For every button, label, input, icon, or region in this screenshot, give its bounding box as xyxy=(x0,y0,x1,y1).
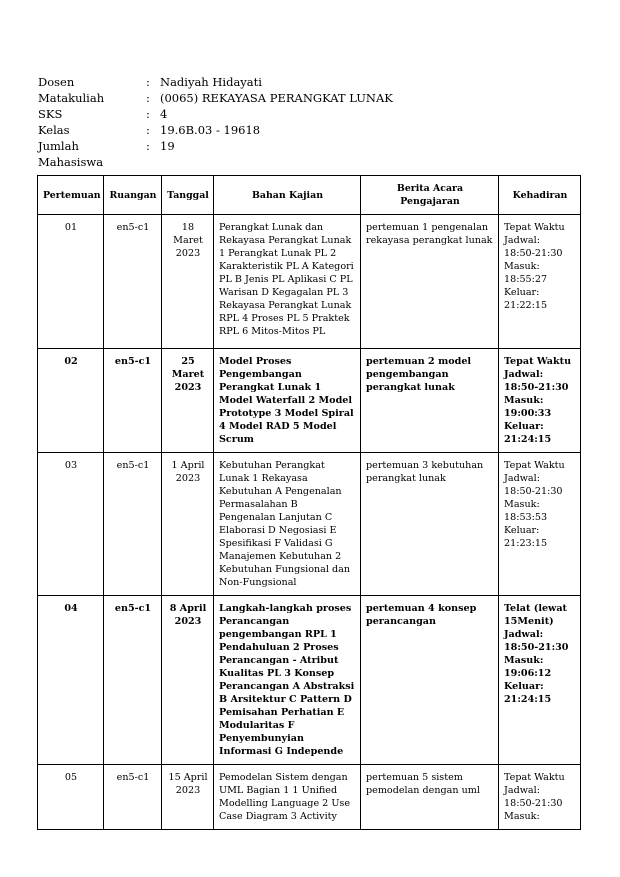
info-colon: : xyxy=(146,91,150,105)
table-header-row xyxy=(38,176,581,215)
cell-berita-acara: pertemuan 4 konsep perancangan xyxy=(361,596,499,765)
info-label: Jumlah Mahasiswa xyxy=(38,139,104,169)
info-row-matakuliah xyxy=(38,90,393,106)
cell-bahan-kajian: Langkah-langkah proses Perancangan pengembangan RPL 1 Pendahuluan 2 Proses Perancangan - Atribut Kualitas PL 3 Konsep Perancangan A Abstraksi B Arsitektur C Pattern D Pemisahan Perhatian E Modularitas F Penyembunyian Informasi G Independe xyxy=(214,596,361,765)
cell-tanggal: 15 April 2023 xyxy=(162,765,214,830)
cell-berita-acara: pertemuan 1 pengenalan rekayasa perangkat lunak xyxy=(361,215,499,349)
cell-kehadiran: Tepat Waktu Jadwal: 18:50-21:30 Masuk: 18:53:53 Keluar: 21:23:15 xyxy=(499,453,581,596)
cell-pertemuan: 03 xyxy=(38,453,104,596)
attendance-table xyxy=(37,175,581,830)
course-info xyxy=(38,74,393,170)
col-header-bahan-kajian: Bahan Kajian xyxy=(214,176,361,215)
cell-ruangan: en5-c1 xyxy=(104,596,162,765)
col-header-tanggal: Tanggal xyxy=(162,176,214,215)
cell-kehadiran: Tepat Waktu Jadwal: 18:50-21:30 Masuk: 18:55:27 Keluar: 21:22:15 xyxy=(499,215,581,349)
cell-bahan-kajian: Kebutuhan Perangkat Lunak 1 Rekayasa Kebutuhan A Pengenalan Permasalahan B Pengenalan Lanjutan C Elaborasi D Negosiasi E Spesifikasi F Validasi G Manajemen Kebutuhan 2 Kebutuhan Fungsional dan Non-Fungsional xyxy=(214,453,361,596)
cell-tanggal: 18 Maret 2023 xyxy=(162,215,214,349)
cell-pertemuan: 05 xyxy=(38,765,104,830)
cell-kehadiran: Tepat Waktu Jadwal: 18:50-21:30 Masuk: 19:00:33 Keluar: 21:24:15 xyxy=(499,349,581,453)
info-row-sks xyxy=(38,106,393,122)
cell-bahan-kajian: Pemodelan Sistem dengan UML Bagian 1 1 Unified Modelling Language 2 Use Case Diagram 3 Activity xyxy=(214,765,361,830)
info-value: 4 xyxy=(160,107,168,121)
table-row xyxy=(38,596,581,765)
info-label: Kelas xyxy=(38,123,70,137)
cell-pertemuan: 02 xyxy=(38,349,104,453)
cell-ruangan: en5-c1 xyxy=(104,349,162,453)
info-label: Dosen xyxy=(38,75,75,89)
col-header-ruangan: Ruangan xyxy=(104,176,162,215)
info-row-jumlah-mahasiswa xyxy=(38,138,393,170)
info-label: Matakuliah xyxy=(38,91,105,105)
cell-tanggal: 1 April 2023 xyxy=(162,453,214,596)
table-row xyxy=(38,349,581,453)
info-colon: : xyxy=(146,139,150,153)
table-row xyxy=(38,453,581,596)
cell-berita-acara: pertemuan 3 kebutuhan perangkat lunak xyxy=(361,453,499,596)
info-value: Nadiyah Hidayati xyxy=(160,75,262,89)
info-label: SKS xyxy=(38,107,63,121)
cell-ruangan: en5-c1 xyxy=(104,765,162,830)
info-value: (0065) REKAYASA PERANGKAT LUNAK xyxy=(160,91,393,105)
info-value: 19.6B.03 - 19618 xyxy=(160,123,261,137)
cell-bahan-kajian: Model Proses Pengembangan Perangkat Lunak 1 Model Waterfall 2 Model Prototype 3 Model Spiral 4 Model RAD 5 Model Scrum xyxy=(214,349,361,453)
table-row xyxy=(38,765,581,830)
cell-kehadiran: Tepat Waktu Jadwal: 18:50-21:30 Masuk: xyxy=(499,765,581,830)
cell-berita-acara: pertemuan 2 model pengembangan perangkat lunak xyxy=(361,349,499,453)
cell-pertemuan: 04 xyxy=(38,596,104,765)
info-row-kelas xyxy=(38,122,393,138)
info-colon: : xyxy=(146,107,150,121)
cell-ruangan: en5-c1 xyxy=(104,453,162,596)
col-header-berita-acara: Berita Acara Pengajaran xyxy=(361,176,499,215)
col-header-kehadiran: Kehadiran xyxy=(499,176,581,215)
cell-kehadiran: Telat (lewat 15Menit) Jadwal: 18:50-21:30 Masuk: 19:06:12 Keluar: 21:24:15 xyxy=(499,596,581,765)
cell-pertemuan: 01 xyxy=(38,215,104,349)
info-row-dosen xyxy=(38,74,393,90)
info-colon: : xyxy=(146,75,150,89)
info-colon: : xyxy=(146,123,150,137)
col-header-pertemuan: Pertemuan xyxy=(38,176,104,215)
cell-tanggal: 25 Maret 2023 xyxy=(162,349,214,453)
info-value: 19 xyxy=(160,139,175,153)
cell-berita-acara: pertemuan 5 sistem pemodelan dengan uml xyxy=(361,765,499,830)
cell-tanggal: 8 April 2023 xyxy=(162,596,214,765)
cell-bahan-kajian: Perangkat Lunak dan Rekayasa Perangkat Lunak 1 Perangkat Lunak PL 2 Karakteristik PL A Kategori PL B Jenis PL Aplikasi C PL Warisan D Kegagalan PL 3 Rekayasa Perangkat Lunak RPL 4 Proses PL 5 Praktek RPL 6 Mitos-Mitos PL xyxy=(214,215,361,349)
cell-ruangan: en5-c1 xyxy=(104,215,162,349)
table-row xyxy=(38,215,581,349)
